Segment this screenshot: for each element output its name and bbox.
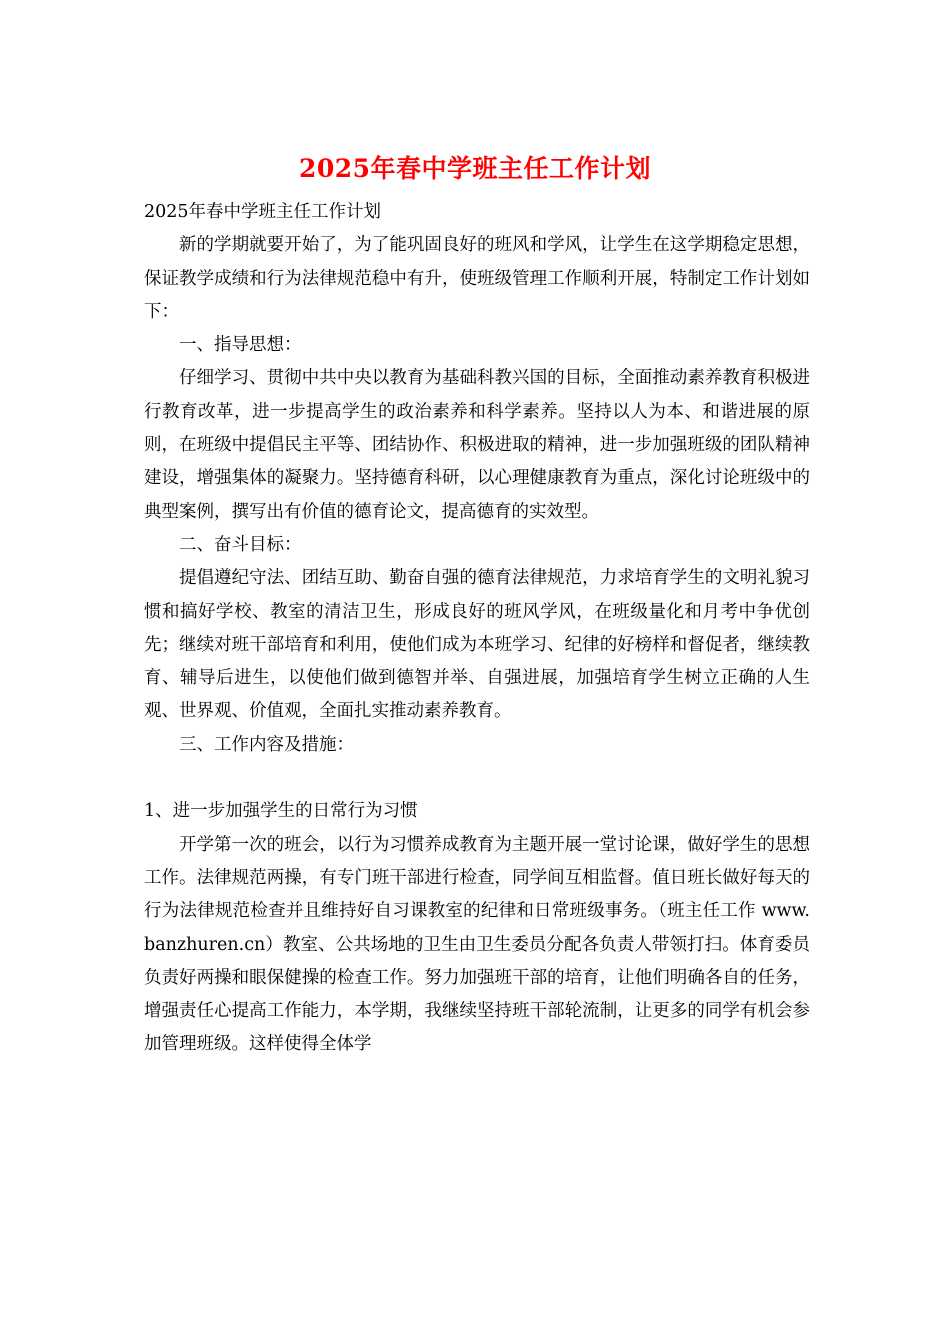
blank-line [144, 762, 810, 795]
section-heading-work-content: 三、工作内容及措施： [179, 734, 354, 755]
document-title: 2025年春中学班主任工作计划 [298, 154, 652, 183]
section-heading-guiding-thought: 一、指导思想： [179, 335, 302, 356]
daily-habits-paragraph: 开学第一次的班会，以行为习惯养成教育为主题开展一堂讨论课，做好学生的思想工作。法律规范两操，有专门班干部进行检查，同学间互相监督。值日班长做好每天的行为法律规范检查并且维持好自习课教室的纪律和日常班级事务。（班主任工作 www.banzhuren.cn）教室、公共场地的卫生由卫生委员分配各负责人带领打扫。体育委员负责好两操和眼保健操的检查工作。努力加强班干部的培育，让他们明确各自的任务，增强责任心提高工作能力，本学期，我继续坚持班干部轮流制，让更多的同学有机会参加管理班级。这样使得全体学 [144, 834, 810, 1055]
subsection-heading-daily-habits: 1、进一步加强学生的日常行为习惯 [144, 801, 418, 822]
intro-paragraph: 新的学期就要开始了，为了能巩固良好的班风和学风，让学生在这学期稳定思想，保证教学成绩和行为法律规范稳中有升，使班级管理工作顺利开展，特制定工作计划如下： [144, 235, 810, 322]
section-heading-goals: 二、奋斗目标： [179, 534, 302, 555]
guiding-thought-paragraph: 仔细学习、贯彻中共中央以教育为基础科教兴国的目标，全面推动素养教育积极进行教育改革，进一步提高学生的政治素养和科学素养。坚持以人为本、和谐进展的原则，在班级中提倡民主平等、团结协作、积极进取的精神，进一步加强班级的团队精神建设，增强集体的凝聚力。坚持德育科研，以心理健康教育为重点，深化讨论班级中的典型案例，撰写出有价值的德育论文，提高德育的实效型。 [144, 368, 810, 522]
goals-paragraph: 提倡遵纪守法、团结互助、勤奋自强的德育法律规范，力求培育学生的文明礼貌习惯和搞好学校、教室的清洁卫生，形成良好的班风学风，在班级量化和月考中争优创先；继续对班干部培育和利用，使他们成为本班学习、纪律的好榜样和督促者，继续教育、辅导后进生，以使他们做到德智并举、自强进展，加强培育学生树立正确的人生观、世界观、价值观，全面扎实推动素养教育。 [144, 568, 810, 722]
document-body [144, 196, 810, 1062]
subtitle-line: 2025年春中学班主任工作计划 [144, 202, 382, 222]
